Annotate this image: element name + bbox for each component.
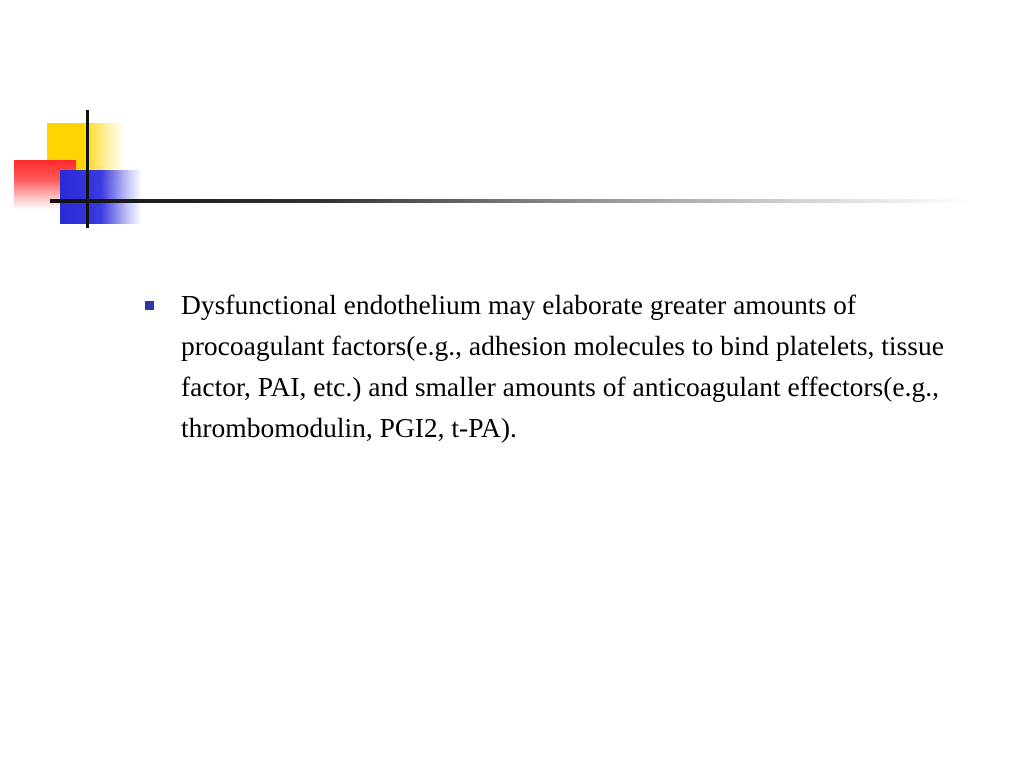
logo-vertical-line — [86, 110, 89, 228]
bullet-text: Dysfunctional endothelium may elaborate greater amounts of procoagulant factors(e.g., adhesion molecules to bind platelets, tissue factor, PAI, etc.) and smaller amounts of anticoagulant effectors(e.g., thrombomodulin, PGI2, t-PA). — [181, 289, 944, 443]
slide-body — [145, 284, 1005, 448]
title-rule-line — [50, 199, 970, 203]
square-bullet-icon — [145, 301, 154, 310]
bullet-item — [145, 284, 1005, 448]
logo-blue-square — [60, 170, 142, 224]
